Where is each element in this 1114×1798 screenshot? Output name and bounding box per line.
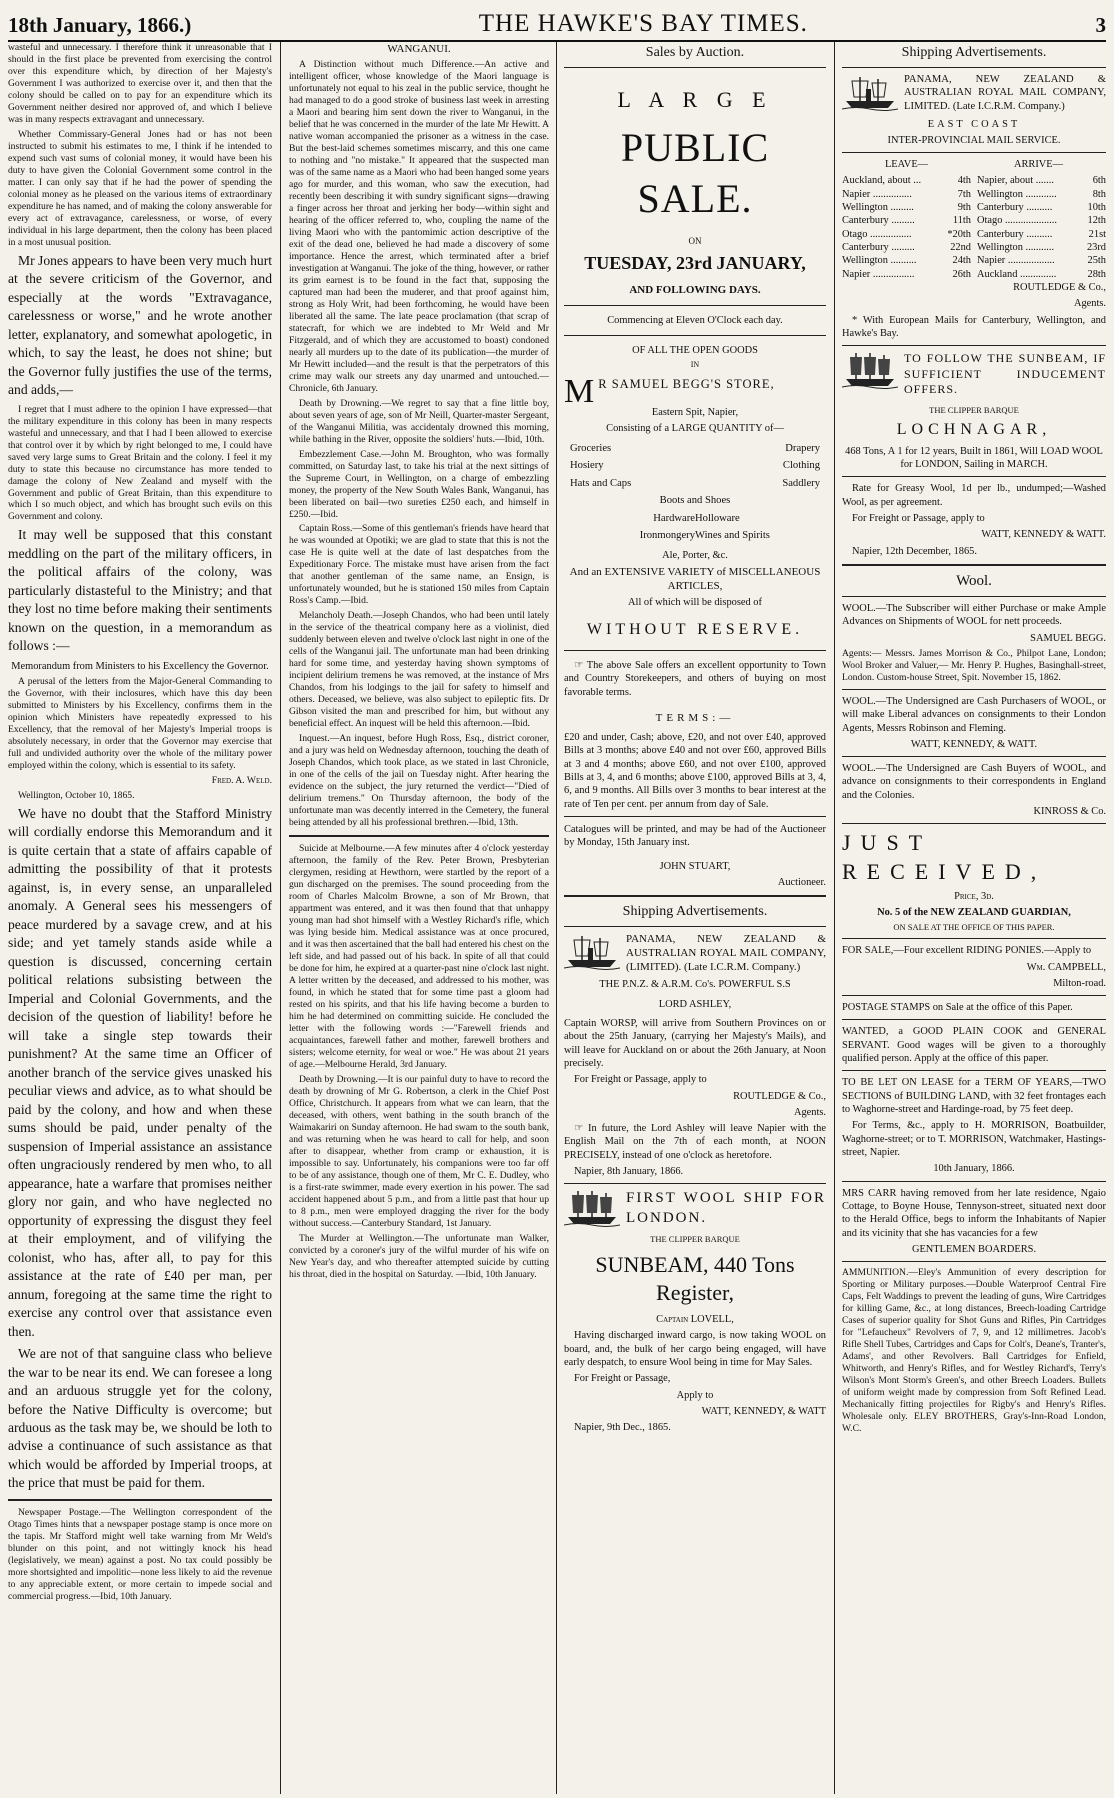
schedule-cell <box>842 268 971 281</box>
advertiser-name: WATT, KENNEDY, & WATT. <box>910 738 1038 750</box>
having-text: Having discharged inward cargo, is now taking WOOL on board, and, the bulk of her cargo being engaged, will have early despatch, to ensure Wool being in time for May Sales. <box>564 1330 826 1368</box>
advertiser-name: KINROSS & Co. <box>1033 806 1106 818</box>
to-let-ad: TO BE LET ON LEASE for a TERM OF YEARS,—TWO SECTIONS of BUILDING LAND, with 32 feet frontages each to Waghorne-street and Hardinge-road, by 75 feet deep. <box>842 1077 1106 1116</box>
quoted-paragraph: I regret that I must adhere to the opinion I have expressed—that the military expenditure in this colony has been in many respects wasteful and unnecessary, and that I had I been allowed to exercise that control over it by which by right belonged to me, I could have saved very large sums to Great Britain and the colony. I feel it my duty to state this because no circumstance has more tended to damage the colony of New Zealand and myself with the Government and public of Great Britain, than this expenditure to which I so much object, and which has brought such evils on this Government and colony. <box>8 403 272 523</box>
article-paragraph: We are not of that sanguine class who believe the war to be near its end. We can foresee a long and an arduous struggle yet for the colony, before the Native Difficulty is overcome; but arduous as the task may be, we should be loth to advise a continuance of such assistance as that which would be afforded by Imperial troops, at the price that must be paid for them. <box>8 1346 272 1491</box>
steamer-line: THE P.N.Z. & A.R.M. Co's. POWERFUL S.S <box>599 979 791 991</box>
memo-text: A perusal of the letters from the Major-General Commanding to the Governor, with their inclosures, which have this day been submitted to Ministers by his Excellency, confirms them in the opinion which Ministers have repeatedly expressed to his Excellency, that the removal of her Majesty's Imperial troops is absolutely necessary, in order that the Governor may exercise that full and undivided authority over the whole of the military power employed within the colony, which is essential to its safety. <box>8 676 272 772</box>
advertiser-address: Milton-road. <box>1053 977 1106 989</box>
boarders-heading: GENTLEMEN BOARDERS. <box>911 1243 1037 1255</box>
newspaper-postage-item: Newspaper Postage.—The Wellington correspondent of the Otago Times hints that a newspaper postage stamp is once more on the tapis. Mr Stafford might well take warning from Mr Weld's blunder on this point, and not wittingly knock his head (legislatively, we mean) against a post. No tax could possibly be more shortsighted and impolitic—none less likely to aid the revenue to any appreciable extent, or more certain to impede social and commercial progress.—Ibid, 10th January. <box>8 1506 272 1602</box>
day: 24th <box>952 255 971 267</box>
schedule-cell <box>842 214 971 227</box>
news-item: Embezzlement Case.—John M. Broughton, who was formally committed, on Saturday last, to take his trial at the next sittings of the Supreme Court, in Wellington, on a charge of embezzling money, the property of the New South Wales Bank, Wanganui, has been liberated on bail—two sureties £250 each, and himself in £250.—Ibid. <box>289 448 549 520</box>
port: Wellington ......... <box>842 202 914 214</box>
agent-name: WATT, KENNEDY, & WATT <box>701 1405 826 1417</box>
divider <box>842 1261 1106 1262</box>
consisting: Consisting of a LARGE QUANTITY of— <box>606 423 784 435</box>
open-goods: OF ALL THE OPEN GOODS <box>632 345 758 357</box>
panama-company: PANAMA, NEW ZEALAND & AUSTRALIAN ROYAL MAIL COMPANY, LIMITED. (Late I.C.R.M. Company.) <box>904 73 1106 112</box>
article-paragraph: Whether Commissary-General Jones had or has not been instructed to submit his estimates to me, I think if he intended to expend such vast sums of colonial money, it would have been his duty to have given the Colonial Government some control in the matter. I can only say that if he had the power of spending the colonial money as he pleased on the various items of extraordinary expenditure he has named, and of making the colony answerable for every act of extravagance, carelessness, or worse, of every individual in his large department, then the colony has been placed in a most unusual position. <box>8 128 272 248</box>
column-4 <box>838 42 1106 1794</box>
captain-name: Captain LOVELL, <box>656 1313 734 1325</box>
divider <box>842 995 1106 996</box>
agents-label: Agents. <box>1073 298 1106 310</box>
mail-service: INTER-PROVINCIAL MAIL SERVICE. <box>887 134 1061 146</box>
day: 7th <box>957 188 971 200</box>
memo-title: Memorandum from Ministers to his Excellency the Governor. <box>11 660 269 672</box>
divider <box>564 305 826 306</box>
divider <box>564 335 826 336</box>
divider <box>564 816 826 817</box>
advertiser-name: Wm. CAMPBELL, <box>1026 961 1106 973</box>
goods-item: Holloware <box>695 512 740 524</box>
day: 11th <box>952 215 971 227</box>
schedule-cell <box>842 241 971 254</box>
schedule-cell <box>842 254 971 267</box>
memo-signer: Fred. A. Weld. <box>211 775 272 787</box>
store-location: Eastern Spit, Napier, <box>651 406 739 418</box>
leave-label: LEAVE— <box>884 159 929 171</box>
divider <box>842 564 1106 566</box>
divider <box>564 67 826 68</box>
goods-item: Drapery <box>785 442 820 454</box>
schedule-cell <box>977 174 1106 187</box>
divider <box>564 650 826 651</box>
divider <box>842 938 1106 939</box>
day: 12th <box>1087 215 1106 227</box>
opportunity-note: ☞ The above Sale offers an excellent opportunity to Town and Country Storekeepers, and others of buying on most favorable terms. <box>564 660 826 698</box>
in-label: IN <box>690 359 700 369</box>
divider <box>842 345 1106 346</box>
news-item: Death by Drowning.—It is our painful duty to have to record the death by drowning of Mr G. Robertson, a clerk in the Chief Post Office, Christchurch. It appears from what we can learn, that the deceased, with others, went bathing in the south branch of the Waimakariri on Sunday afternoon. He had swam to the south bank, and was returning when he was heard to call for help, and soon after to disappear, whether from cramp or exhaustion, it is impossible to say. Unfortunately, his companions were too far off to be of any assistance, though one of them, Mr C. E. Dudley, who is a first-rate swimmer, made every exertion in his power. The sad accident happened about 5 p.m., and from a little past that hour up to 8 p.m., men were employed dragging the river for the body without success.—Canterbury Standard, 1st January. <box>289 1073 549 1229</box>
port: Auckland .............. <box>977 268 1057 280</box>
ammunition-ad: AMMUNITION.—Eley's Ammunition of every description for Sporting or Military purposes.—Double Waterproof Central Fire Caps, Felt Waddings to prevent the leading of guns, Wire Cartridges for killing Game, &c., at long distances, Breech-loading Cartridge Cases of superior quality for Shot Guns and Rifles, Pin Cartridges for "Lefaucheux" Revolvers of 7, 9, and 12 millimetres. Jacob's Rifle Shell Tubes, Cartridges and Caps for Colt's, Deane's, Tranter's, Adams', and other Revolvers. Ball Cartridges for Enfield, Whitworth, and Henry's Rifles, and for Westley Richard's, Terry's Wilson's Mont Storm's Green's, and other Breech Loaders. Bullets of uniform weight made by compression from Soft Refined Lead. Mechanically fitting projectiles for Rigby's and Henry's Rifles. Wholesale only. ELEY BROTHERS, Gray's-Inn-Road London, W.C. <box>842 1267 1106 1434</box>
goods-item: Wines and Spirits <box>695 530 770 542</box>
sunbeam-heading: SUNBEAM, 440 Tons Register, <box>595 1251 795 1305</box>
port: Otago ................ <box>842 228 912 240</box>
freight-apply: For Freight or Passage, <box>574 1373 671 1385</box>
commencing-time: Commencing at Eleven O'Clock each day. <box>607 315 783 327</box>
advertiser-name: SAMUEL BEGG. <box>1030 632 1106 644</box>
auctioneer-label: Auctioneer. <box>777 876 826 888</box>
ale-porter: Ale, Porter, &c. <box>662 549 728 561</box>
column-1 <box>8 42 276 1794</box>
news-item: Melancholy Death.—Joseph Chandos, who had been until lately in the service of the theatrical company here as a violinist, died suddenly between eleven and twelve o'clock last night in one of the cells of the Wanganui jail. The unfortunate man had been drinking hard for some time, and yesterday having shown symptoms of incipient delirium tremens he was removed, at the instance of Mrs Chandos, from his lodgings to the jail for safety to himself and others. Deceased, we believe, was also subject to epileptic fits. Dr Gibson visited the man and prescribed for him, but without any beneficial effect. An inquest will be held this afternoon.—Ibid. <box>289 610 549 730</box>
public-sale-heading: PUBLIC SALE. <box>620 125 770 222</box>
divider <box>289 835 549 837</box>
schedule-cell <box>977 228 1106 241</box>
day: 21st <box>1088 228 1106 240</box>
port: Wellington ........... <box>977 242 1055 254</box>
to-let-date: 10th January, 1866. <box>933 1163 1015 1175</box>
day: *20th <box>947 228 971 240</box>
newspaper-title: THE HAWKE'S BAY TIMES. <box>478 10 808 37</box>
european-mails-note: * With European Mails for Canterbury, Wellington, and Hawke's Bay. <box>842 314 1106 339</box>
schedule-cell <box>977 214 1106 227</box>
schedule-cell <box>842 201 971 214</box>
day: 22nd <box>950 242 971 254</box>
ship-icon <box>842 73 898 111</box>
memo-date: Wellington, October 10, 1865. <box>18 790 135 802</box>
schedule-cell <box>977 254 1106 267</box>
port: Wellington ............ <box>977 188 1057 200</box>
day: 26th <box>952 268 971 280</box>
apply-to: Apply to <box>676 1389 714 1401</box>
freight-apply: For Freight or Passage, apply to <box>852 512 985 524</box>
column-rule <box>556 42 557 1794</box>
news-item: Captain Ross.—Some of this gentleman's friends have heard that he was wounded at Opotiki; we are glad to state that this is not the case He is quite well at the date of last despatches from the Expeditionary Force. The mistake must have arisen from the fact that another gentleman of the same name, an Ensign, is unfortunately wounded, but he is stationed 150 miles from Captain Ross's Camp.—Ibid. <box>289 523 549 607</box>
auctioneer-name: JOHN STUART, <box>659 860 731 872</box>
schedule-cell <box>977 201 1106 214</box>
without-reserve: WITHOUT RESERVE. <box>586 620 804 638</box>
wool-section-header: Wool. <box>956 572 992 589</box>
agent-name: ROUTLEDGE & Co., <box>1013 281 1106 293</box>
goods-item: Hardware <box>653 512 695 524</box>
section-header-auction: Sales by Auction. <box>645 45 745 60</box>
to-let-terms: For Terms, &c., apply to H. MORRISON, Boatbuilder, Waghorne-street; or to T. MORRISON, Watchmaker, Hastings-street, Napier. <box>842 1120 1106 1158</box>
on-label: ON <box>688 236 702 247</box>
clipper-label: THE CLIPPER BARQUE <box>650 1233 740 1244</box>
news-item: A Distinction without much Difference.—An active and intelligent officer, whose knowledge of the Maori language is unfortunately not equal to his zeal in the public service, thought he had managed to do a good stroke of business last week in arresting a Maori and bearing him sent down the river to Wanganui, in the belief that he was concerned in the murder of the late Mr Hewitt. A native woman accompanied the prisoner as a witness in the case. But the best-laid schemes sometimes miscarry, and this one came to nothing and "no mistake." It appeared that the suspected man was of the same name as a Maori who had been hanged some years ago for murder, and this woman, who saw the execution, had recently been describing it with sundry significant signs—drawing a finger across her throat and jerking her body—within sight and hearing of the officer referred to, who, coupling the name of the living Maori who with the pantomimic action descriptive of the exit of the dead one, believed he had made a discovery of some importance. Hence the arrest, which terminated after a brief investigation at Wanganui. The joke of the thing, however, or rather its grim earnest is to be found in the fact that, supposing the captured man had been the muderer, and that proof against him, strong as Holy Writ, had been forthcoming, he would have been liberated all the same. The late peace proclamation (that scrap of statecraft, for which we are indebted to Mr Weld and Mr Fitzgerald, and of which they are accustomed to boast) condoned nearly all murders up to the date of its publication—the murder of Mr Hewitt included—and the result is that the perpetrators of this crime may walk our streets any day unarmed and untouched.—Chronicle, 6th January. <box>289 59 549 394</box>
ship-icon <box>842 351 898 389</box>
day: 9th <box>957 202 971 214</box>
disposed: All of which will be disposed of <box>628 597 762 609</box>
divider <box>842 689 1106 690</box>
port: Napier ................ <box>842 268 915 280</box>
section-heading: WANGANUI. <box>387 43 451 55</box>
divider <box>842 756 1106 757</box>
future-note: ☞ In future, the Lord Ashley will leave Napier with the English Mail on the 7th of each month, at NOON PRECISELY, instead of one o'clock as heretofore. <box>564 1123 826 1161</box>
article-paragraph: It may well be supposed that this constant meddling on the part of the military officers, in the political affairs of the colony, was particularly distasteful to the Ministry; and that they lost no time before making their sentiments known on the question, in a memorandum as follows :— <box>8 527 272 654</box>
news-item: Suicide at Melbourne.—A few minutes after 4 o'clock yesterday afternoon, the family of the Rev. Peter Brown, Presbyterian clergymen, residing at Hewthorn, were startled by the report of a gun discharged on the premises. The sound proceeding from the room of Charles Malcolm Browne, a son of Mr Brown, that appartment was entered, and it was then found that that unhappy young man had shot himself with a Westley Richard's rifle, which was lying beside him. Medical assistance was at once procured, and it was then ascertained that the ball had entered his chest on the left side, and had passed out of his back. In spite of all that could be done for him, he expired at a quarter-past nine o'clock last night. A letter written by the deceased, and addressed to his mother, was found, in which he stated that for some time past a gloom had rested on his spirits, and that his life having become a burden to him he had determined on committing suicide. He concluded the letter with the following words :—"Farewell friends and acquaintances, farewell father and mother, farewell brothers and sisters; welcome eternity, for weal or woe." He was about 21 years of age.—Melbourne Herald, 3rd January. <box>289 843 549 1070</box>
wanted-ad: WANTED, a GOOD PLAIN COOK and GENERAL SERVANT. Good wages will be given to a thoroughly qualified person. Apply at the office of this paper. <box>842 1026 1106 1065</box>
wool-rate: Rate for Greasy Wool, 1d per lb., undumped;—Washed Wool, as per agreement. <box>842 483 1106 508</box>
news-item: Inquest.—An inquest, before Hugh Ross, Esq., district coroner, and a jury was held on Wednesday afternoon, touching the death of Joseph Chandos, which took place, as we stated in last Chronicle, in one of the cells of the jail on Tuesday night. After hearing the evidence on the subject, the jury returned the verdict—"Died of delirium tremens." On Thursday afternoon, the body of the unfortunate man was decently interred in the Cemetery, the funeral being attended by all his professional brethren.—Ibid, 13th. <box>289 733 549 829</box>
schedule-cell <box>842 188 971 201</box>
store-line <box>564 372 826 410</box>
ship-icon <box>564 1189 620 1227</box>
panama-company: PANAMA, NEW ZEALAND & AUSTRALIAN ROYAL MAIL COMPANY, (LIMITED). (Late I.C.R.M. Company.) <box>626 933 826 974</box>
article-paragraph: Mr Jones appears to have been very much hurt at the severe criticism of the Governor, and especially at the words "Extravagance, carelessness or worse," and he wrote another letter, explanatory, and somewhat apologetic, in which, to say the least, he does not shine; but the Governor fully justifies the use of the terms, and adds,— <box>8 252 272 398</box>
terms-heading: TERMS:— <box>655 712 735 725</box>
goods-item: Hats and Caps <box>570 477 632 489</box>
schedule-cell <box>842 228 971 241</box>
divider <box>842 1070 1106 1071</box>
port: Wellington .......... <box>842 255 917 267</box>
goods-list <box>570 442 820 543</box>
on-sale: ON SALE AT THE OFFICE OF THIS PAPER. <box>893 922 1055 933</box>
goods-item: Groceries <box>570 442 612 454</box>
goods-item: Hosiery <box>570 460 604 472</box>
divider <box>564 1183 826 1184</box>
catalogues-note: Catalogues will be printed, and may be had of the Auctioneer by Monday, 15th January inst. <box>564 823 826 849</box>
first-wool-heading: FIRST WOOL SHIP FOR LONDON. <box>626 1190 826 1226</box>
section-header-shipping: Shipping Advertisements. <box>901 45 1047 60</box>
extensive-variety: And an EXTENSIVE VARIETY of MISCELLANEOUS ARTICLES, <box>569 566 821 593</box>
freight-apply: For Freight or Passage, apply to <box>574 1074 707 1086</box>
agents-label: Agents. <box>793 1106 826 1118</box>
divider <box>842 1181 1106 1182</box>
column-rule <box>834 42 835 1794</box>
agent-name: WATT, KENNEDY & WATT. <box>981 529 1106 541</box>
divider <box>842 1019 1106 1020</box>
section-header-shipping: Shipping Advertisements. <box>622 904 768 920</box>
schedule-cell <box>977 188 1106 201</box>
worsp-text: Captain WORSP, will arrive from Southern Provinces on or about the 25th January, (carrying her Majesty's Mails), and will leave for Auckland on or about the 26th January, at Noon precisely. <box>564 1017 826 1069</box>
dropcap: M <box>564 372 595 410</box>
divider <box>8 1499 272 1501</box>
day: 10th <box>1087 202 1106 214</box>
guardian-issue: No. 5 of the NEW ZEALAND GUARDIAN, <box>877 907 1071 919</box>
notice-date: Napier, 9th Dec., 1865. <box>574 1422 671 1434</box>
mail-schedule <box>842 174 1106 281</box>
port: Napier, about ....... <box>977 175 1054 187</box>
divider <box>842 596 1106 597</box>
divider <box>564 926 826 927</box>
column-3 <box>560 42 830 1794</box>
follow-heading: TO FOLLOW THE SUNBEAM, IF SUFFICIENT INDUCEMENT OFFERS. <box>904 351 1106 396</box>
divider <box>842 67 1106 68</box>
notice-date: Napier, 8th January, 1866. <box>574 1166 684 1178</box>
carr-ad: MRS CARR having removed from her late residence, Ngaio Cottage, to Boyne House, Tennyson-street, situated next door to the Herald Office, begs to inform the Inhabitants of Napier and its vicinity that she has vacancies for a few <box>842 1187 1106 1239</box>
day: 23rd <box>1086 242 1106 254</box>
day: 4th <box>957 175 971 187</box>
day: 8th <box>1092 188 1106 200</box>
page-number: 3 <box>1095 13 1106 37</box>
article-paragraph: We have no doubt that the Stafford Ministry will cordially endorse this Memorandum and it is quite certain that a state of affairs capable of admitting the possibility of that it protests against, is, in every sense, an unparalleled anomaly. A General sees his messengers of peace murdered by a savage crew, and at his side; and yet tamely stands aside while a question is discussed, concerning certain political relations subsisting between the Imperial and Colonial Governments, and the decision of the question of liability! before he will take a single step towards their punishment? At the same time an Officer of another branch of the service gives unasked his peculiar views and advice, as to what should be paid by the colony, and how and when these sums should be paid, under penalty of the suspension of Imperial assistance an assistance often ungraciously rendered by men who, to all appearance, hate a warfare that promises neither glory nor gain, and who have neglected no opportunity of expressing the disgust they feel at their employment, and of vilifying the colonist, who has, after all, to pay for this assistance at the rate of £40 per man, per annum, foregoing at the same time the right to exercise any control over that assistance even then. <box>8 806 272 1339</box>
clipper-label: THE CLIPPER BARQUE <box>929 405 1019 416</box>
masthead <box>8 4 1106 42</box>
day: 6th <box>1092 175 1106 187</box>
divider <box>842 476 1106 477</box>
panama-ad <box>842 73 1106 114</box>
divider <box>564 895 826 897</box>
agents-list: Agents:— Messrs. James Morrison & Co., Philpot Lane, London; Wool Broker and Valuer,— Mr. Henry P. Hughes, Basinghall-street, London. Custom-house Street, Spit. November 15, 1862. <box>842 647 1106 683</box>
schedule-cell <box>977 241 1106 254</box>
issue-date: 18th January, 1866.) <box>8 13 192 37</box>
schedule-cell <box>842 174 971 187</box>
divider <box>842 823 1106 824</box>
port: Canterbury ......... <box>842 242 915 254</box>
wool-ad: WOOL.—The Undersigned are Cash Purchasers of WOOL, or will make Liberal advances on consignments to their London Agents, Messrs Robinson and Fleming. <box>842 695 1106 734</box>
just-received: JUST RECEIVED, <box>842 830 1047 884</box>
goods-item: Saddlery <box>782 477 820 489</box>
news-item: Death by Drowning.—We regret to say that a fine little boy, about seven years of age, son of Mr Neill, Quarter-master Sergeant, of the Wanganui Militia, was accidentaly drowned this morning, while bathing in the River, opposite the soldiers' huts.—Ibid, 10th. <box>289 397 549 445</box>
goods-item: Clothing <box>782 460 820 472</box>
column-rule <box>280 42 281 1794</box>
lochnagar-heading: LOCHNAGAR, <box>896 421 1052 439</box>
store-name: R SAMUEL BEGG'S STORE, <box>598 376 775 391</box>
agent-name: ROUTLEDGE & Co., <box>733 1090 826 1102</box>
ship-icon <box>564 932 620 970</box>
for-sale-ad: FOR SALE,—Four excellent RIDING PONIES.—Apply to <box>842 945 1092 957</box>
news-item: The Murder at Wellington.—The unfortunate man Walker, convicted by a coroner's jury of the wilful murder of his wife on New Year's day, and who thereafter attempted suicide by cutting his throat, died in the hospital on Saturday. —Ibid, 10th January. <box>289 1232 549 1280</box>
lochnagar-details: 468 Tons, A 1 for 12 years, Built in 1861, Will LOAD WOOL for LONDON, Sailing in MARCH. <box>845 445 1103 470</box>
notice-date: Napier, 12th December, 1865. <box>852 545 977 557</box>
following-days: AND FOLLOWING DAYS. <box>629 283 761 296</box>
arrive-label: ARRIVE— <box>1013 159 1064 171</box>
port: Napier ............... <box>842 188 912 200</box>
east-coast: EAST COAST <box>927 118 1021 130</box>
postage-ad: POSTAGE STAMPS on Sale at the office of this Paper. <box>842 1002 1073 1014</box>
goods-item: Boots and Shoes <box>659 495 731 507</box>
port: Canterbury ......... <box>842 215 915 227</box>
follow-sunbeam-ad <box>842 351 1106 397</box>
schedule-header <box>842 158 1106 171</box>
port: Canterbury .......... <box>977 202 1053 214</box>
price: Price, 3d. <box>954 890 994 902</box>
port: Otago .................... <box>977 215 1057 227</box>
port: Canterbury .......... <box>977 228 1053 240</box>
article-paragraph: wasteful and unnecessary. I therefore think it unreasonable that I should in the first place be prevented from exercising the control over this expenditure which, by direction of her Majesty's Government I was authorized to exercise over it, and then that the colony should be called on to pay for an expenditure which its Government neither desired nor approved of, and which I believe was in many respects extravagant and unnecessary. <box>8 42 272 125</box>
day: 28th <box>1087 268 1106 280</box>
large-heading: L A R G E <box>617 86 773 112</box>
first-wool-ad <box>564 1189 826 1227</box>
goods-item: Ironmongery <box>639 530 695 542</box>
terms-text: £20 and under, Cash; above, £20, and not over £40, approved Bills at 3 months; above £40 and not over £60, approved Bills at 3 and 4 months; above £60, and not over £100, approved Bills at 3, 4, and 6 months; above £100, approved Bills at 3, 4, 6, and 9 months. All Bills over 3 months to bear interest at the rate of Ten per cent. per annum from day of Sale. <box>564 732 826 810</box>
port: Napier .................. <box>977 255 1055 267</box>
sale-date: TUESDAY, 23rd JANUARY, <box>584 252 806 273</box>
port: Auckland, about ... <box>842 175 922 187</box>
divider <box>842 152 1106 153</box>
panama-ad <box>564 932 826 974</box>
ship-name: LORD ASHLEY, <box>658 998 732 1010</box>
column-2 <box>285 42 553 1794</box>
schedule-cell <box>977 268 1106 281</box>
day: 25th <box>1087 255 1106 267</box>
wool-ad: WOOL.—The Subscriber will either Purchase or make Ample Advances on Shipments of WOOL for nett proceeds. <box>842 603 1106 628</box>
wool-ad: WOOL.—The Undersigned are Cash Buyers of WOOL, and advance on consignments to their correspondents in England and the Colonies. <box>842 763 1106 801</box>
